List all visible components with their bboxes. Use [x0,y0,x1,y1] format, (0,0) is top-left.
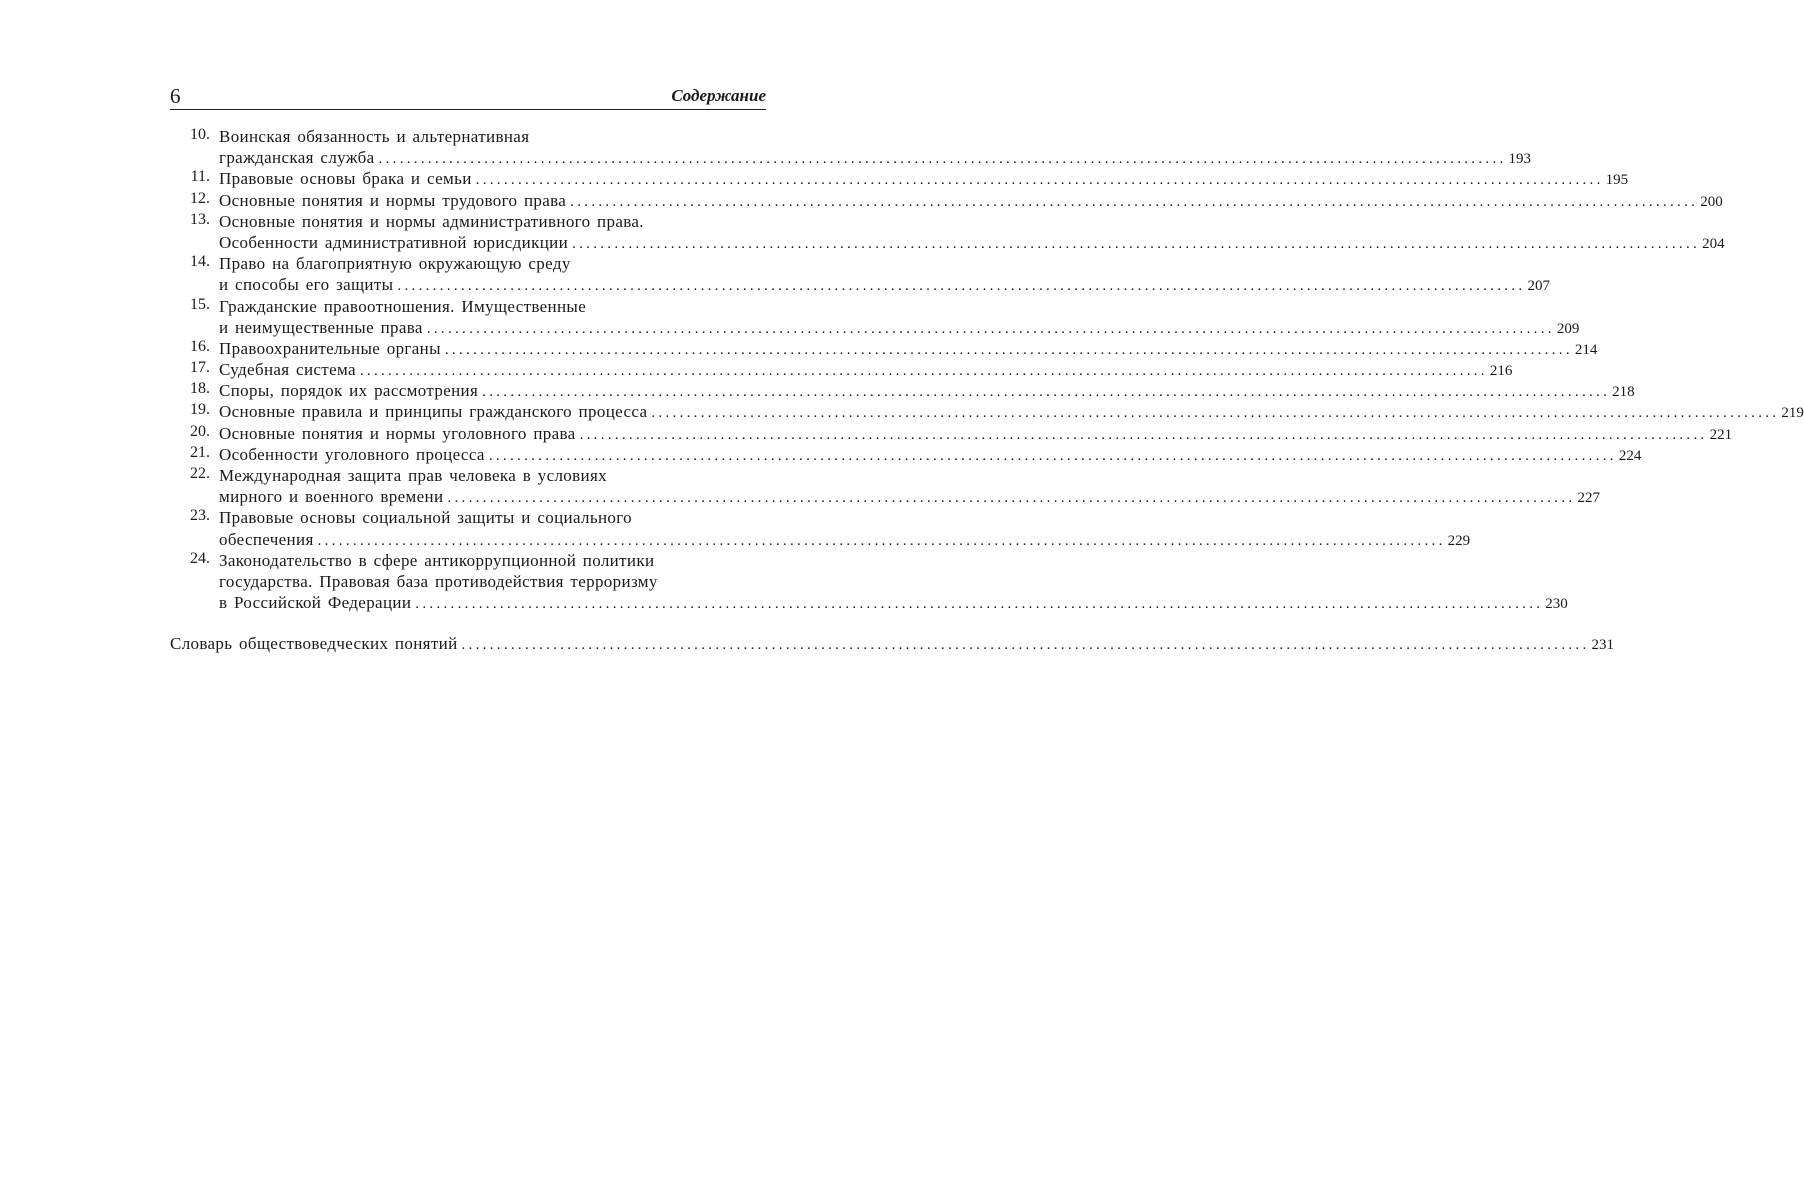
page-number: 6 [170,84,181,108]
toc-entry-page: 230 [1545,596,1568,613]
toc-entry-line [219,147,1532,168]
toc-entry[interactable] [170,337,1598,359]
toc-entry-page: 224 [1618,447,1642,464]
dot-leader: ................................................................................................................................................................ [461,637,1590,653]
toc-entry-line [219,529,1471,550]
toc-entry-text: государства. Правовая база противодействия терроризму [219,571,658,591]
toc-entry-page: 219 [1781,405,1804,422]
dot-leader: ................................................................................................................................................................ [378,151,1507,168]
toc-entry[interactable] [170,126,1532,168]
toc-entry-text: Особенности административной юрисдикции [219,232,569,252]
toc-entry-text: и неимущественные права [219,317,423,337]
toc-entry-text: Международная защита прав человека в условиях [219,466,607,485]
toc-entry-text: Судебная система [219,360,356,380]
toc-entry-page: 209 [1556,320,1580,337]
toc-entry-line [219,338,1598,359]
toc-entry-page: 193 [1508,151,1532,168]
toc-entry-text: Правоохранительные органы [219,338,441,358]
toc-entry-page: 221 [1709,426,1733,443]
glossary-entry[interactable] [170,633,1615,654]
toc-entry-number: 14. [190,253,210,271]
dot-leader: ................................................................................................................................................................ [426,320,1555,337]
toc-entry-number: 19. [190,401,210,419]
glossary-section [170,633,1615,654]
dot-leader: ................................................................................................................................................................ [579,426,1708,443]
toc-entry-text: Право на благоприятную окружающую среду [219,254,571,274]
toc-entry-page: 195 [1605,172,1629,189]
toc-entry-text: обеспечения [219,529,314,549]
toc-entry-number: 24. [190,549,210,567]
dot-leader: ................................................................................................................................................................ [317,532,1446,549]
toc-entry-text: Основные правила и принципы гражданского процесса [219,402,648,422]
toc-entry-line [219,317,1580,338]
toc-entry-number: 22. [190,465,210,482]
toc-entry-line [219,126,766,147]
toc-entry-text: Правовые основы социальной защиты и социального [219,508,633,528]
toc-entry-line [219,232,1725,253]
dot-leader: ................................................................................................................................................................ [570,193,1699,210]
toc-entry[interactable] [170,359,1513,380]
toc-entry[interactable] [170,549,1568,614]
toc-entry-line [219,211,766,232]
toc-entry[interactable] [170,401,1804,422]
toc-entry-number: 20. [190,422,210,440]
toc-entry-number: 17. [190,359,210,377]
dot-leader: ................................................................................................................................................................ [359,363,1488,380]
toc-entry-page: 214 [1574,341,1598,358]
toc-entry-number: 18. [190,380,210,398]
dot-leader: ................................................................................................................................................................ [444,341,1573,358]
toc-entry-line [219,253,766,274]
toc-entry-number: 11. [190,168,210,186]
toc-entry-text: Воинская обязанность и альтернативная [219,127,530,146]
toc-entry-text: Основные понятия и нормы трудового права [219,190,567,210]
dot-leader: ................................................................................................................................................................ [475,172,1604,189]
toc-entry-line [219,359,1513,380]
dot-leader: ................................................................................................................................................................ [572,235,1701,252]
toc-entry-page: 227 [1577,490,1600,507]
toc-entry-line [219,592,1568,613]
toc-entry[interactable] [170,189,1723,211]
toc-entry-number: 15. [190,295,210,313]
toc-entry[interactable] [170,253,1550,295]
table-of-contents [170,126,1804,613]
toc-entry-number: 23. [190,507,210,525]
page-header [170,84,766,110]
toc-entry-line [219,550,766,571]
toc-entry-text: Гражданские правоотношения. Имущественные [219,296,587,316]
dot-leader: ................................................................................................................................................................ [447,490,1576,507]
toc-entry-page: 218 [1612,384,1635,401]
toc-entry[interactable] [170,443,1642,465]
toc-entry-line [219,401,1804,422]
toc-entry-line [219,168,1629,189]
toc-entry-number: 10. [190,126,210,143]
toc-entry[interactable] [170,422,1733,444]
toc-entry[interactable] [170,210,1725,253]
toc-entry-page: 207 [1527,278,1550,295]
toc-entry-number: 13. [190,210,210,228]
toc-entry-text: Правовые основы брака и семьи [219,169,472,189]
toc-entry-line [219,571,766,592]
toc-entry-text: Законодательство в сфере антикоррупционной политики [219,550,655,570]
glossary-title: Словарь обществоведческих понятий [170,634,458,653]
dot-leader: ................................................................................................................................................................ [415,596,1544,613]
dot-leader: ................................................................................................................................................................ [482,384,1611,401]
toc-entry[interactable] [170,507,1471,549]
toc-entry-line [219,507,766,528]
toc-entry-line [219,444,1642,465]
toc-entry-text: мирного и военного времени [219,487,444,507]
toc-entry-line [219,296,766,317]
toc-entry-text: Основные понятия и нормы уголовного права [219,423,576,443]
toc-entry[interactable] [170,465,1600,507]
toc-entry-number: 21. [190,443,210,461]
toc-entry-line [219,486,1600,507]
toc-entry-text: и способы его защиты [219,275,394,295]
toc-entry-line [219,423,1733,444]
toc-entry-line [219,274,1550,295]
toc-entry-text: гражданская служба [219,148,375,168]
section-title: Содержание [671,86,766,105]
toc-entry[interactable] [170,168,1629,189]
toc-entry-text: в Российской Федерации [219,593,412,613]
dot-leader: ................................................................................................................................................................ [488,447,1617,464]
toc-entry-page: 216 [1489,363,1513,380]
toc-entry-text: Споры, порядок их рассмотрения [219,381,479,401]
toc-entry-number: 16. [190,337,210,355]
dot-leader: ................................................................................................................................................................ [397,278,1526,295]
toc-entry-page: 204 [1702,235,1725,252]
dot-leader: ................................................................................................................................................................ [651,405,1780,422]
toc-entry-text: Особенности уголовного процесса [219,444,485,464]
toc-entry-line [219,190,1723,211]
glossary-page: 231 [1591,637,1615,653]
toc-entry-text: Основные понятия и нормы административного права. [219,211,644,231]
toc-entry-page: 200 [1700,193,1723,210]
toc-entry-number: 12. [190,189,210,207]
toc-entry-page: 229 [1447,532,1471,549]
toc-entry-line [219,465,766,486]
toc-entry-line [219,380,1635,401]
toc-entry[interactable] [170,295,1580,338]
toc-entry[interactable] [170,380,1635,401]
